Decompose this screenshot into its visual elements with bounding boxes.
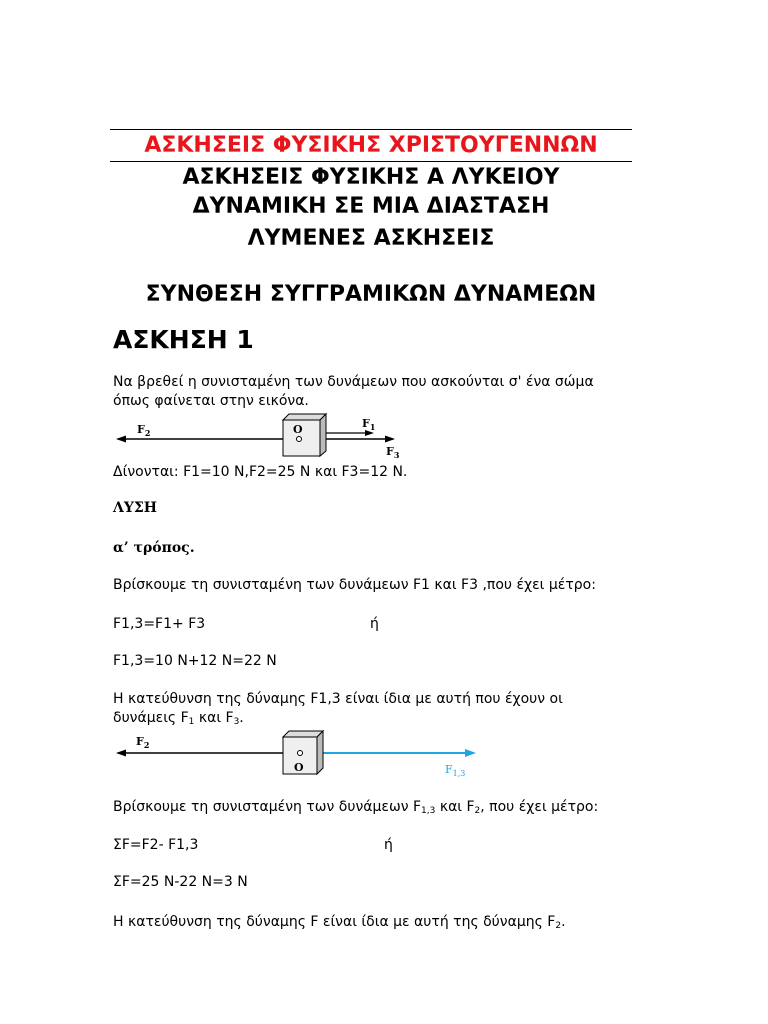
given-values: Δίνονται: F1=10 N,F2=25 N και F3=12 N. bbox=[113, 464, 408, 480]
solution-label: ΛΥΣΗ bbox=[113, 500, 157, 516]
equation4: ΣF=25 N-22 N=3 N bbox=[113, 874, 248, 890]
direction1-line1: Η κατεύθυνση της δύναμης F1,3 είναι ίδια με αυτή που έχουν οι bbox=[113, 691, 563, 707]
problem-line1: Να βρεθεί η συνισταμένη των δυνάμεων που ασκούνται σ' ένα σώμα bbox=[113, 374, 594, 390]
f1-label: $F_1$ bbox=[362, 417, 376, 432]
exercise-heading: ΑΣΚΗΣΗ 1 bbox=[113, 325, 254, 354]
direction1-line2: δυνάμεις $F_1$ και $F_3$. bbox=[113, 710, 244, 727]
f2-label: $F_2$ bbox=[136, 735, 150, 750]
top-rule bbox=[110, 129, 632, 130]
problem-line2: όπως φαίνεται στην εικόνα. bbox=[113, 393, 309, 409]
red-title: ΑΣΚΗΣΕΙΣ ΦΥΣΙΚΗΣ ΧΡΙΣΤΟΥΓΕΝΝΩΝ bbox=[144, 133, 598, 158]
or-label-2: ή bbox=[384, 837, 393, 853]
step1-text: Βρίσκουμε τη συνισταμένη των δυνάμεων F1 και F3 ,που έχει μέτρο: bbox=[113, 577, 596, 593]
block-label: O bbox=[293, 423, 303, 436]
title-line3: ΛΥΜΕΝΕΣ ΑΣΚΗΣΕΙΣ bbox=[247, 226, 495, 251]
title-underline bbox=[110, 161, 632, 162]
force-diagram-1 bbox=[0, 412, 768, 468]
block-label: O bbox=[294, 761, 304, 774]
direction2-text: Η κατεύθυνση της δύναμης F είναι ίδια με αυτή της δύναμης $F_2$. bbox=[113, 914, 566, 931]
title-line2: ΔΥΝΑΜΙΚΗ ΣΕ ΜΙΑ ΔΙΑΣΤΑΣΗ bbox=[192, 194, 550, 219]
title-line1: ΑΣΚΗΣΕΙΣ ΦΥΣΙΚΗΣ Α ΛΥΚΕΙΟΥ bbox=[182, 165, 560, 190]
f2-label: $F_2$ bbox=[137, 423, 151, 438]
equation2: F1,3=10 N+12 N=22 N bbox=[113, 653, 277, 669]
section-title: ΣΥΝΘΕΣΗ ΣΥΓΓΡΑΜΙΚΩΝ ΔΥΝΑΜΕΩΝ bbox=[145, 282, 597, 307]
f3-label: $F_3$ bbox=[386, 445, 400, 460]
equation3: ΣF=F2- F1,3 bbox=[113, 837, 199, 853]
or-label-1: ή bbox=[370, 616, 379, 632]
method-label: α’ τρόπος. bbox=[113, 540, 195, 556]
step2-text: Βρίσκουμε τη συνισταμένη των δυνάμεων $F_{1,3}$ και $F_2$, που έχει μέτρο: bbox=[113, 799, 599, 816]
force-diagram-2 bbox=[0, 728, 768, 780]
equation1: F1,3=F1+ F3 bbox=[113, 616, 206, 632]
f13-label: $F_{1,3}$ bbox=[445, 763, 466, 778]
